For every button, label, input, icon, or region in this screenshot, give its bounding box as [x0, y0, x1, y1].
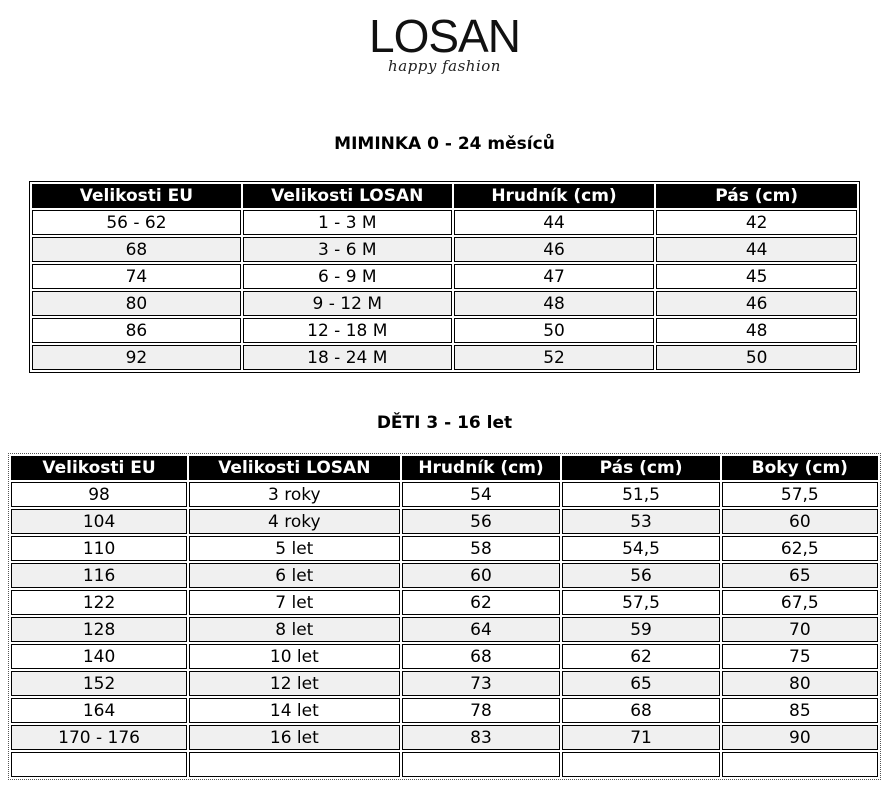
table-cell: 62,5	[722, 536, 878, 561]
table-cell: 56	[402, 509, 561, 534]
table-cell: 71	[562, 725, 719, 750]
table-cell: 83	[402, 725, 561, 750]
table-cell: 140	[11, 644, 187, 669]
table-cell: 122	[11, 590, 187, 615]
table-row	[11, 752, 878, 777]
table-cell: 12 - 18 M	[243, 318, 452, 343]
table-row	[11, 671, 878, 696]
table-cell: 67,5	[722, 590, 878, 615]
table-row	[32, 210, 857, 235]
kids-column-header: Velikosti EU	[11, 456, 187, 480]
table-cell: 16 let	[189, 725, 399, 750]
table-cell	[11, 752, 187, 777]
table-cell: 64	[402, 617, 561, 642]
babies-section-title: MIMINKA 0 - 24 měsíců	[334, 134, 555, 154]
kids-column-header: Boky (cm)	[722, 456, 878, 480]
table-cell: 75	[722, 644, 878, 669]
table-cell: 18 - 24 M	[243, 345, 452, 370]
babies-column-header: Hrudník (cm)	[454, 184, 655, 208]
table-cell: 7 let	[189, 590, 399, 615]
table-cell: 56 - 62	[32, 210, 241, 235]
table-cell: 80	[32, 291, 241, 316]
table-cell: 110	[11, 536, 187, 561]
table-cell: 70	[722, 617, 878, 642]
table-cell: 53	[562, 509, 719, 534]
table-cell: 164	[11, 698, 187, 723]
kids-column-header: Hrudník (cm)	[402, 456, 561, 480]
table-cell: 54,5	[562, 536, 719, 561]
table-cell: 65	[722, 563, 878, 588]
table-cell: 46	[454, 237, 655, 262]
table-cell: 78	[402, 698, 561, 723]
table-row	[11, 509, 878, 534]
table-row	[32, 345, 857, 370]
table-cell: 6 - 9 M	[243, 264, 452, 289]
table-cell: 48	[454, 291, 655, 316]
kids-header-row	[11, 456, 878, 480]
kids-column-header: Velikosti LOSAN	[189, 456, 399, 480]
table-cell	[402, 752, 561, 777]
table-cell: 80	[722, 671, 878, 696]
logo-wordmark: LOSAN	[369, 10, 520, 62]
table-cell: 90	[722, 725, 878, 750]
table-cell: 1 - 3 M	[243, 210, 452, 235]
table-cell: 10 let	[189, 644, 399, 669]
table-cell: 62	[562, 644, 719, 669]
table-cell: 51,5	[562, 482, 719, 507]
babies-column-header: Velikosti EU	[32, 184, 241, 208]
table-cell: 47	[454, 264, 655, 289]
table-cell: 104	[11, 509, 187, 534]
table-row	[11, 482, 878, 507]
table-row	[11, 590, 878, 615]
table-cell: 52	[454, 345, 655, 370]
table-cell: 48	[656, 318, 857, 343]
kids-size-table	[8, 453, 881, 780]
table-cell: 44	[656, 237, 857, 262]
kids-column-header: Pás (cm)	[562, 456, 719, 480]
table-row	[32, 237, 857, 262]
table-row	[11, 536, 878, 561]
table-cell: 128	[11, 617, 187, 642]
table-row	[11, 617, 878, 642]
table-cell: 92	[32, 345, 241, 370]
table-cell	[562, 752, 719, 777]
table-cell: 62	[402, 590, 561, 615]
brand-logo	[0, 12, 889, 74]
babies-column-header: Pás (cm)	[656, 184, 857, 208]
table-cell: 5 let	[189, 536, 399, 561]
table-cell: 59	[562, 617, 719, 642]
table-cell: 86	[32, 318, 241, 343]
table-cell: 170 - 176	[11, 725, 187, 750]
table-cell	[722, 752, 878, 777]
table-cell: 46	[656, 291, 857, 316]
table-cell: 14 let	[189, 698, 399, 723]
table-row	[11, 644, 878, 669]
table-row	[32, 291, 857, 316]
table-cell: 44	[454, 210, 655, 235]
table-cell: 60	[402, 563, 561, 588]
table-cell: 50	[454, 318, 655, 343]
table-cell: 57,5	[722, 482, 878, 507]
table-cell: 45	[656, 264, 857, 289]
babies-size-table	[29, 181, 860, 373]
table-cell: 58	[402, 536, 561, 561]
table-cell: 68	[32, 237, 241, 262]
table-cell: 73	[402, 671, 561, 696]
kids-section-title: DĚTI 3 - 16 let	[376, 413, 513, 433]
table-cell: 60	[722, 509, 878, 534]
table-cell: 6 let	[189, 563, 399, 588]
table-cell: 68	[402, 644, 561, 669]
table-cell: 74	[32, 264, 241, 289]
table-cell	[189, 752, 399, 777]
table-cell: 54	[402, 482, 561, 507]
logo-tagline: happy fashion	[388, 57, 501, 75]
table-cell: 3 roky	[189, 482, 399, 507]
table-cell: 65	[562, 671, 719, 696]
babies-column-header: Velikosti LOSAN	[243, 184, 452, 208]
table-cell: 42	[656, 210, 857, 235]
babies-header-row	[32, 184, 857, 208]
table-cell: 50	[656, 345, 857, 370]
table-cell: 3 - 6 M	[243, 237, 452, 262]
table-cell: 9 - 12 M	[243, 291, 452, 316]
table-cell: 68	[562, 698, 719, 723]
table-cell: 152	[11, 671, 187, 696]
table-row	[32, 264, 857, 289]
table-cell: 116	[11, 563, 187, 588]
table-cell: 8 let	[189, 617, 399, 642]
table-cell: 4 roky	[189, 509, 399, 534]
table-cell: 85	[722, 698, 878, 723]
table-row	[11, 698, 878, 723]
table-cell: 12 let	[189, 671, 399, 696]
table-cell: 57,5	[562, 590, 719, 615]
table-row	[11, 725, 878, 750]
table-cell: 56	[562, 563, 719, 588]
table-row	[11, 563, 878, 588]
table-cell: 98	[11, 482, 187, 507]
table-row	[32, 318, 857, 343]
